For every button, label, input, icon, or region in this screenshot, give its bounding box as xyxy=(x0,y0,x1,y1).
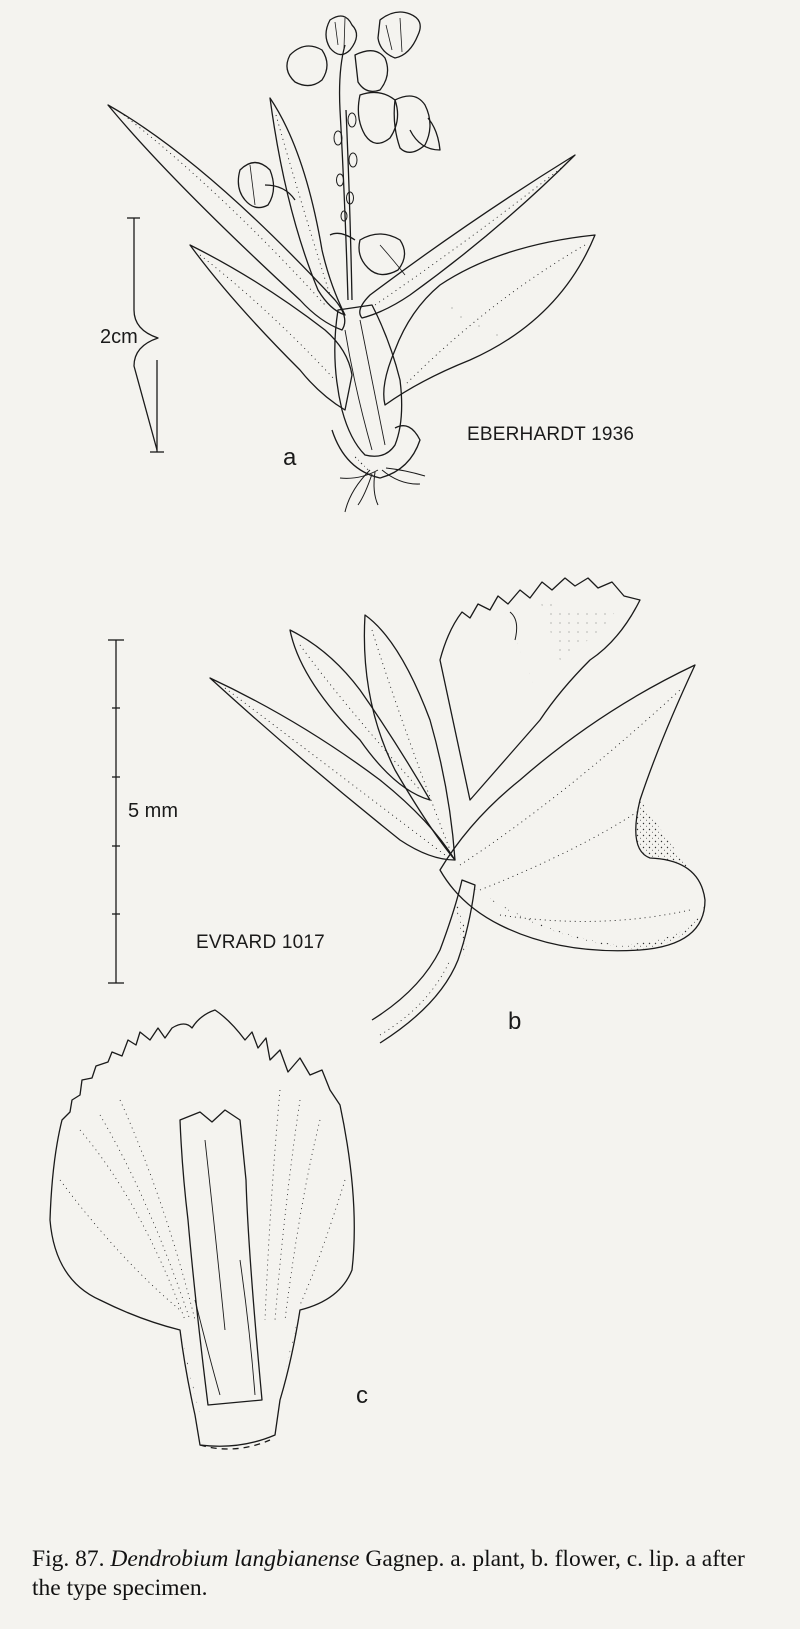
panel-letter-b: b xyxy=(508,1008,522,1035)
scale-bar-5mm xyxy=(108,640,124,983)
lip-callus xyxy=(180,1110,262,1405)
pseudobulb xyxy=(335,305,402,456)
flowers-mid xyxy=(238,163,405,276)
sepal-left xyxy=(210,678,455,860)
panel-c-lip xyxy=(50,1010,354,1449)
caption-species: Dendrobium langbianense xyxy=(110,1546,360,1572)
panel-b-flower xyxy=(108,578,705,1043)
inflorescence-rachis xyxy=(340,45,348,300)
leaf-5 xyxy=(384,235,595,405)
caption-text: Gagnep. a. plant, b. flower, c. lip. a after the type specimen. xyxy=(32,1546,745,1601)
lip xyxy=(440,665,705,951)
collector-label-a: EBERHARDT 1936 xyxy=(467,424,635,445)
collector-label-b: EVRARD 1017 xyxy=(196,932,325,953)
figure-caption xyxy=(32,1545,777,1603)
flowers-top xyxy=(287,12,440,152)
panel-letter-a: a xyxy=(283,444,297,471)
scale-label-5mm: 5 mm xyxy=(128,800,178,822)
scale-label-2cm: 2cm xyxy=(100,326,138,348)
panel-letter-c: c xyxy=(356,1382,368,1409)
sepal-dorsal xyxy=(364,615,455,860)
roots xyxy=(340,468,425,512)
caption-number: Fig. 87. xyxy=(32,1546,105,1572)
pedicel xyxy=(372,880,475,1043)
leaf-1 xyxy=(108,105,345,330)
petal-left xyxy=(290,630,430,800)
lip-outline xyxy=(50,1010,354,1446)
